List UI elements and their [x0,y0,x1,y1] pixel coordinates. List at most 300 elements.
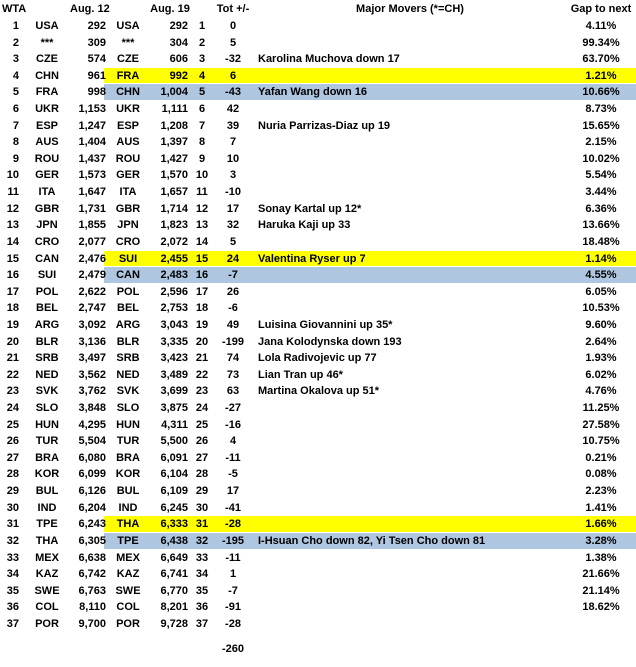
cell-major-mover[interactable]: Yafan Wang down 16 [258,86,367,99]
cell-gap-to-next[interactable]: 6.36% [585,202,617,215]
cell-gap-to-next[interactable]: 13.66% [582,219,620,232]
cell-points-aug12[interactable]: 6,126 [78,485,106,498]
cell-rank-aug19[interactable]: 32 [195,534,209,547]
cell-country-aug12[interactable]: ITA [38,186,56,199]
cell-country-aug12[interactable]: KOR [34,468,60,481]
cell-points-aug12[interactable]: 3,497 [78,352,106,365]
table-row[interactable] [0,433,636,450]
cell-points-aug19[interactable]: 6,438 [160,534,188,547]
cell-major-mover[interactable]: Lola Radivojevic up 77 [258,352,377,365]
cell-tot-change[interactable]: 24 [226,252,240,265]
cell-points-aug12[interactable]: 2,077 [78,235,106,248]
table-row[interactable] [0,201,636,218]
cell-points-aug19[interactable]: 9,728 [160,617,188,630]
cell-major-mover[interactable] [254,35,566,52]
cell-country-aug19[interactable]: SWE [115,584,141,597]
cell-tot-change[interactable]: 74 [226,352,240,365]
cell-gap-to-next[interactable] [566,616,636,633]
cell-gap-to-next[interactable]: 8.73% [585,103,617,116]
cell-gap-to-next[interactable]: 1.41% [585,501,617,514]
cell-points-aug12[interactable]: 1,573 [78,169,106,182]
cell-rank[interactable]: 5 [12,86,19,99]
cell-country-aug19[interactable]: FRA [116,69,140,82]
cell-tot-change[interactable]: 10 [226,152,240,165]
cell-country-aug12[interactable]: TPE [36,518,58,531]
cell-gap-to-next[interactable]: 10.53% [582,302,620,315]
cell-tot-change[interactable]: 6 [229,69,237,82]
table-row[interactable] [0,18,636,35]
cell-points-aug12[interactable]: 1,731 [78,202,106,215]
cell-rank[interactable]: 18 [6,302,19,315]
cell-gap-to-next[interactable]: 10.66% [582,86,620,99]
cell-rank[interactable]: 22 [6,368,19,381]
cell-rank-aug19[interactable]: 14 [195,235,209,248]
table-row[interactable] [0,184,636,201]
table-row[interactable] [0,500,636,517]
cell-rank-aug19[interactable]: 36 [195,601,209,614]
cell-gap-to-next[interactable]: 4.55% [585,269,617,282]
cell-points-aug12[interactable]: 3,092 [78,318,106,331]
cell-rank[interactable]: 27 [6,451,19,464]
cell-rank-aug19[interactable]: 6 [198,103,206,116]
cell-country-aug19[interactable]: AUS [116,136,140,149]
header-major-movers[interactable]: Major Movers (*=CH) [356,3,464,15]
cell-tot-change[interactable]: 49 [226,318,240,331]
cell-rank-aug19[interactable]: 16 [195,269,209,282]
cell-major-mover[interactable] [254,500,566,517]
table-row[interactable] [0,550,636,567]
table-row[interactable] [0,84,636,101]
cell-major-mover[interactable] [254,167,566,184]
cell-major-mover[interactable]: Martina Okalova up 51* [258,385,380,398]
cell-major-mover[interactable]: I-Hsuan Cho down 82, Yi Tsen Cho down 81 [258,534,486,547]
cell-tot-change[interactable]: 32 [226,219,240,232]
table-row[interactable] [0,466,636,483]
cell-tot-change[interactable]: 0 [229,20,237,32]
table-row[interactable] [0,217,636,234]
cell-points-aug12[interactable]: 6,763 [78,584,106,597]
cell-gap-to-next[interactable]: 18.48% [582,235,620,248]
cell-rank[interactable]: 28 [6,468,19,481]
cell-country-aug19[interactable]: POL [116,285,140,298]
cell-points-aug19[interactable]: 6,770 [160,584,188,597]
cell-rank[interactable]: 21 [6,352,19,365]
cell-country-aug12[interactable]: CHN [35,69,59,82]
cell-rank-aug19[interactable]: 34 [195,568,209,581]
cell-major-mover[interactable]: Lian Tran up 46* [258,368,343,381]
cell-rank-aug19[interactable]: 25 [195,418,209,431]
cell-gap-to-next[interactable]: 1.14% [585,252,617,265]
cell-rank-aug19[interactable]: 27 [195,451,209,464]
cell-country-aug19[interactable]: UKR [116,103,140,116]
cell-major-mover[interactable] [254,466,566,483]
cell-tot-change[interactable]: 17 [226,202,240,215]
cell-points-aug12[interactable]: 6,742 [78,568,106,581]
cell-major-mover[interactable] [254,583,566,600]
cell-gap-to-next[interactable]: 0.08% [585,468,617,481]
cell-country-aug12[interactable]: AUS [35,136,59,149]
cell-rank[interactable]: 31 [6,518,19,531]
cell-gap-to-next[interactable]: 63.70% [582,53,620,66]
cell-country-aug19[interactable]: TUR [116,435,140,448]
table-row[interactable] [0,234,636,251]
cell-major-mover[interactable] [254,284,566,301]
cell-country-aug19[interactable]: SRB [116,352,140,365]
cell-country-aug19[interactable]: JPN [117,219,139,232]
cell-points-aug12[interactable]: 998 [87,86,106,99]
cell-gap-to-next[interactable]: 1.38% [585,551,617,564]
cell-country-aug19[interactable]: GBR [115,202,141,215]
cell-rank-aug19[interactable]: 21 [195,352,209,365]
cell-major-mover[interactable] [254,450,566,467]
cell-points-aug12[interactable]: 2,622 [78,285,106,298]
cell-gap-to-next[interactable]: 15.65% [582,119,620,132]
cell-rank[interactable]: 33 [6,551,19,564]
cell-rank[interactable]: 16 [6,269,19,282]
cell-country-aug12[interactable]: CRO [34,235,60,248]
cell-rank-aug19[interactable]: 2 [198,36,206,49]
cell-country-aug19[interactable]: ROU [115,152,141,165]
table-row[interactable] [0,599,636,616]
cell-rank-aug19[interactable]: 13 [195,219,209,232]
cell-tot-change[interactable]: 17 [226,485,240,498]
header-tot[interactable]: Tot +/- [216,3,250,15]
cell-points-aug12[interactable]: 292 [87,20,106,32]
cell-tot-change[interactable]: -10 [225,186,241,199]
table-row[interactable] [0,101,636,118]
cell-major-mover[interactable] [254,300,566,317]
cell-country-aug19[interactable]: THA [116,518,140,531]
cell-gap-to-next[interactable]: 2.23% [585,485,617,498]
cell-country-aug19[interactable]: KOR [115,468,141,481]
cell-points-aug12[interactable]: 3,136 [78,335,106,348]
cell-country-aug19[interactable]: CAN [116,269,140,282]
cell-points-aug12[interactable]: 1,404 [78,136,106,149]
cell-country-aug19[interactable]: IND [118,501,138,514]
cell-rank-aug19[interactable]: 37 [195,617,209,630]
table-row[interactable] [0,367,636,384]
cell-rank-aug19[interactable]: 18 [195,302,209,315]
cell-points-aug12[interactable]: 2,747 [78,302,106,315]
cell-gap-to-next[interactable]: 99.34% [582,36,620,49]
cell-country-aug19[interactable]: BRA [116,451,140,464]
cell-rank[interactable]: 6 [12,103,19,116]
cell-points-aug19[interactable]: 1,004 [160,86,188,99]
table-row[interactable] [0,251,636,268]
cell-points-aug19[interactable]: 6,649 [160,551,188,564]
cell-gap-to-next[interactable]: 11.25% [582,402,620,415]
cell-tot-change[interactable]: -43 [225,86,241,99]
cell-country-aug19[interactable]: ESP [116,119,139,132]
cell-major-mover[interactable] [254,417,566,434]
cell-rank[interactable]: 10 [6,169,19,182]
cell-country-aug12[interactable]: SRB [35,352,59,365]
cell-country-aug12[interactable]: KAZ [35,568,59,581]
cell-points-aug19[interactable]: 3,335 [160,335,188,348]
cell-country-aug12[interactable]: SUI [37,269,57,282]
cell-rank[interactable]: 9 [12,152,19,165]
table-row[interactable] [0,334,636,351]
cell-major-mover[interactable]: Valentina Ryser up 7 [258,252,366,265]
cell-points-aug19[interactable]: 8,201 [160,601,188,614]
cell-country-aug19[interactable]: SVK [116,385,140,398]
table-row[interactable] [0,516,636,533]
cell-major-mover[interactable] [254,616,566,633]
cell-points-aug12[interactable]: 4,295 [78,418,106,431]
cell-points-aug19[interactable]: 6,245 [160,501,188,514]
cell-country-aug12[interactable]: THA [35,534,59,547]
cell-country-aug12[interactable]: ESP [35,119,58,132]
cell-rank[interactable]: 3 [12,53,19,66]
table-row[interactable] [0,118,636,135]
cell-major-mover[interactable] [254,550,566,567]
cell-country-aug12[interactable]: JPN [36,219,58,232]
cell-rank-aug19[interactable]: 12 [195,202,209,215]
cell-major-mover[interactable] [254,101,566,118]
cell-major-mover[interactable]: Nuria Parrizas-Diaz up 19 [258,119,391,132]
cell-country-aug12[interactable]: POL [35,285,59,298]
cell-country-aug19[interactable]: COL [116,601,140,614]
cell-tot-change[interactable]: -199 [221,335,245,348]
cell-points-aug12[interactable]: 3,562 [78,368,106,381]
cell-major-mover[interactable] [254,184,566,201]
cell-tot-change[interactable]: 4 [229,435,237,448]
cell-major-mover[interactable]: Sonay Kartal up 12* [258,202,362,215]
cell-country-aug12[interactable]: CZE [36,53,58,66]
cell-country-aug19[interactable]: BUL [116,485,140,498]
cell-rank-aug19[interactable]: 7 [198,119,206,132]
cell-tot-change[interactable]: -32 [225,53,241,66]
cell-country-aug19[interactable]: ITA [119,186,137,199]
cell-points-aug19[interactable]: 2,455 [160,252,188,265]
cell-points-aug12[interactable]: 9,700 [78,617,106,630]
cell-rank[interactable]: 13 [6,219,19,232]
cell-points-aug19[interactable]: 2,753 [160,302,188,315]
cell-rank[interactable]: 30 [6,501,19,514]
cell-points-aug12[interactable]: 1,437 [78,152,106,165]
cell-tot-change[interactable]: -28 [225,617,241,630]
cell-country-aug19[interactable]: SUI [118,252,138,265]
cell-gap-to-next[interactable]: 2.64% [585,335,617,348]
cell-tot-change[interactable]: -27 [225,402,241,415]
cell-points-aug19[interactable]: 992 [169,69,188,82]
cell-country-aug12[interactable]: ARG [34,318,60,331]
cell-points-aug19[interactable]: 2,483 [160,269,188,282]
cell-points-aug19[interactable]: 3,043 [160,318,188,331]
cell-points-aug19[interactable]: 6,109 [160,485,188,498]
cell-points-aug12[interactable]: 1,855 [78,219,106,232]
cell-points-aug19[interactable]: 1,570 [160,169,188,182]
cell-rank[interactable]: 19 [6,318,19,331]
cell-country-aug12[interactable]: TUR [35,435,59,448]
cell-gap-to-next[interactable]: 5.54% [585,169,617,182]
cell-points-aug19[interactable]: 3,489 [160,368,188,381]
cell-gap-to-next[interactable]: 6.05% [585,285,617,298]
cell-country-aug12[interactable]: MEX [35,551,59,564]
cell-rank-aug19[interactable]: 20 [195,335,209,348]
cell-gap-to-next[interactable]: 2.15% [585,136,617,149]
cell-points-aug19[interactable]: 1,111 [161,103,188,116]
cell-country-aug19[interactable]: SLO [116,402,140,415]
cell-rank-aug19[interactable]: 17 [195,285,209,298]
cell-points-aug12[interactable]: 309 [87,36,106,49]
cell-country-aug12[interactable]: SLO [35,402,59,415]
cell-country-aug19[interactable]: CZE [117,53,139,66]
cell-major-mover[interactable] [254,68,566,85]
cell-gap-to-next[interactable]: 27.58% [582,418,620,431]
cell-rank-aug19[interactable]: 9 [198,152,206,165]
cell-rank[interactable]: 4 [12,69,19,82]
table-row[interactable] [0,68,636,85]
total-points-change[interactable]: -260 [221,642,245,655]
cell-country-aug12[interactable]: SVK [35,385,59,398]
cell-country-aug19[interactable]: *** [121,36,135,49]
cell-country-aug19[interactable]: USA [116,20,140,32]
cell-points-aug19[interactable]: 2,596 [160,285,188,298]
cell-rank-aug19[interactable]: 23 [195,385,209,398]
cell-major-mover[interactable] [254,18,566,35]
cell-gap-to-next[interactable]: 4.76% [585,385,617,398]
table-row[interactable] [0,317,636,334]
cell-major-mover[interactable]: Haruka Kaji up 33 [258,219,351,232]
cell-rank-aug19[interactable]: 15 [195,252,209,265]
cell-major-mover[interactable]: Jana Kolodynska down 193 [258,335,402,348]
cell-country-aug19[interactable]: HUN [116,418,140,431]
cell-points-aug19[interactable]: 6,104 [160,468,188,481]
cell-rank[interactable]: 14 [6,235,19,248]
cell-major-mover[interactable] [254,433,566,450]
table-row[interactable] [0,167,636,184]
cell-gap-to-next[interactable]: 1.66% [585,518,617,531]
cell-rank[interactable]: 26 [6,435,19,448]
cell-points-aug12[interactable]: 3,762 [78,385,106,398]
cell-tot-change[interactable]: 39 [226,119,240,132]
cell-gap-to-next[interactable]: 18.62% [582,601,620,614]
cell-major-mover[interactable] [254,400,566,417]
cell-gap-to-next[interactable]: 3.28% [585,534,617,547]
cell-major-mover[interactable] [254,516,566,533]
cell-country-aug19[interactable]: BLR [116,335,140,348]
cell-rank[interactable]: 11 [7,186,19,199]
cell-rank[interactable]: 29 [6,485,19,498]
table-row[interactable] [0,383,636,400]
table-row[interactable] [0,616,636,633]
cell-points-aug12[interactable]: 8,110 [79,601,106,614]
cell-country-aug12[interactable]: BLR [35,335,59,348]
cell-points-aug12[interactable]: 2,476 [78,252,106,265]
cell-country-aug12[interactable]: SWE [34,584,60,597]
cell-rank[interactable]: 35 [6,584,19,597]
cell-country-aug19[interactable]: CRO [115,235,141,248]
cell-country-aug12[interactable]: ROU [34,152,60,165]
cell-tot-change[interactable]: -16 [225,418,241,431]
cell-rank[interactable]: 25 [6,418,19,431]
cell-country-aug19[interactable]: POR [116,617,140,630]
cell-gap-to-next[interactable]: 0.21% [585,451,617,464]
cell-rank-aug19[interactable]: 8 [198,136,206,149]
table-row[interactable] [0,583,636,600]
cell-major-mover[interactable] [254,151,566,168]
cell-points-aug12[interactable]: 6,243 [78,518,106,531]
cell-major-mover[interactable] [254,234,566,251]
cell-points-aug12[interactable]: 6,204 [78,501,106,514]
cell-points-aug12[interactable]: 1,647 [78,186,106,199]
cell-country-aug12[interactable]: IND [37,501,57,514]
cell-rank-aug19[interactable]: 26 [195,435,209,448]
table-row[interactable] [0,51,636,68]
cell-rank-aug19[interactable]: 19 [195,318,209,331]
cell-country-aug12[interactable]: GER [35,169,59,182]
cell-country-aug12[interactable]: BEL [36,302,58,315]
cell-major-mover[interactable] [254,134,566,151]
cell-points-aug19[interactable]: 3,699 [160,385,188,398]
table-row[interactable] [0,35,636,52]
cell-rank-aug19[interactable]: 1 [198,20,206,32]
table-row[interactable] [0,151,636,168]
cell-points-aug12[interactable]: 6,080 [78,451,106,464]
cell-rank-aug19[interactable]: 24 [195,402,209,415]
cell-rank[interactable]: 36 [6,601,19,614]
cell-major-mover[interactable] [254,267,566,284]
cell-points-aug19[interactable]: 1,427 [160,152,188,165]
cell-tot-change[interactable]: -41 [225,501,241,514]
cell-country-aug12[interactable]: BRA [35,451,59,464]
cell-tot-change[interactable]: -5 [228,468,238,481]
cell-rank[interactable]: 32 [6,534,19,547]
cell-tot-change[interactable]: 26 [226,285,240,298]
cell-country-aug19[interactable]: GER [116,169,140,182]
cell-rank[interactable]: 24 [6,402,19,415]
header-aug12[interactable]: Aug. 12 [70,3,110,15]
cell-points-aug19[interactable]: 1,208 [160,119,188,132]
cell-major-mover[interactable] [254,483,566,500]
cell-rank-aug19[interactable]: 33 [195,551,209,564]
cell-points-aug19[interactable]: 1,714 [160,202,188,215]
cell-country-aug19[interactable]: BEL [117,302,139,315]
cell-points-aug19[interactable]: 5,500 [160,435,188,448]
cell-rank[interactable]: 1 [12,20,19,32]
cell-tot-change[interactable]: -11 [225,451,241,464]
cell-rank-aug19[interactable]: 4 [198,69,206,82]
table-row[interactable] [0,483,636,500]
cell-country-aug12[interactable]: HUN [35,418,59,431]
cell-rank-aug19[interactable]: 22 [195,368,209,381]
cell-rank-aug19[interactable]: 35 [195,584,209,597]
cell-country-aug12[interactable]: FRA [35,86,59,99]
cell-points-aug12[interactable]: 6,305 [78,534,106,547]
cell-rank[interactable]: 15 [6,252,19,265]
cell-rank-aug19[interactable]: 5 [198,86,206,99]
cell-points-aug12[interactable]: 6,638 [78,551,106,564]
cell-gap-to-next[interactable]: 6.02% [585,368,617,381]
cell-gap-to-next[interactable]: 21.66% [582,568,620,581]
cell-rank[interactable]: 23 [6,385,19,398]
cell-rank[interactable]: 37 [6,617,19,630]
cell-country-aug19[interactable]: MEX [116,551,140,564]
table-row[interactable] [0,267,636,284]
cell-points-aug19[interactable]: 292 [169,20,188,32]
header-aug19[interactable]: Aug. 19 [150,3,190,15]
cell-gap-to-next[interactable]: 1.21% [585,69,617,82]
cell-gap-to-next[interactable]: 3.44% [585,186,617,199]
table-row[interactable] [0,350,636,367]
cell-tot-change[interactable]: -7 [228,269,238,282]
table-row[interactable] [0,400,636,417]
cell-country-aug19[interactable]: ARG [115,318,141,331]
cell-points-aug12[interactable]: 5,504 [78,435,106,448]
cell-country-aug12[interactable]: UKR [35,103,59,116]
cell-gap-to-next[interactable]: 10.02% [582,152,620,165]
